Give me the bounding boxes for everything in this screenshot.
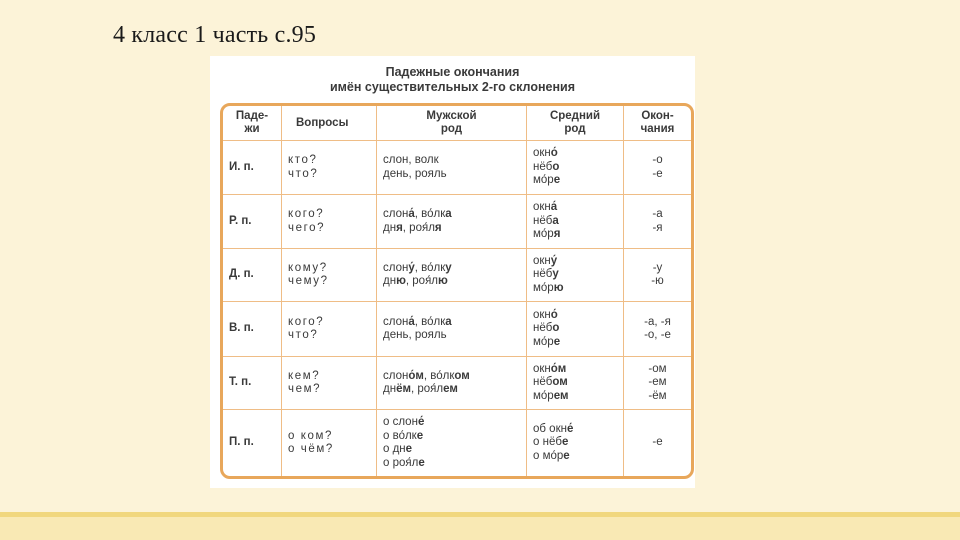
word-stem: , во́лк <box>414 208 446 220</box>
word-ending: е <box>418 456 425 469</box>
table-row <box>223 410 691 476</box>
word-ending: я <box>434 221 442 234</box>
case-cell: Р. п. <box>223 195 282 249</box>
word-line <box>533 161 617 175</box>
word-stem: , во́лк <box>414 261 446 274</box>
word-ending: я <box>396 221 403 234</box>
word-stem: мо́р <box>533 228 554 241</box>
table-row <box>223 195 691 249</box>
question-text: кого? <box>288 315 325 328</box>
question-text: кем? <box>288 369 321 382</box>
word-stem: мо́р <box>533 281 554 294</box>
word-stem: о мо́р <box>533 449 564 462</box>
word-ending: ю <box>553 281 564 294</box>
word-line <box>383 316 520 330</box>
endings-cell <box>624 141 691 195</box>
ending-text: -е <box>652 436 663 449</box>
word-stem: слон <box>383 369 409 382</box>
word-stem: мо́р <box>533 335 554 348</box>
table-row <box>223 302 691 357</box>
word-stem: нёб <box>533 160 553 173</box>
word-ending: о <box>552 160 560 173</box>
word-line <box>383 154 520 168</box>
slide-title: 4 класс 1 часть с.95 <box>113 22 317 48</box>
word-stem: , роя́л <box>405 275 439 287</box>
word-stem: нёб <box>533 214 553 227</box>
ending-text: -о <box>652 154 663 166</box>
question-text: что? <box>288 329 319 341</box>
masculine-cell <box>377 195 527 249</box>
word-stem: окн <box>533 254 551 267</box>
word-stem: нёб <box>533 376 553 389</box>
word-ending: е <box>553 174 561 187</box>
endings-cell <box>624 249 691 302</box>
word-line <box>533 268 617 282</box>
word-ending: ю <box>396 275 406 287</box>
case-cell: П. п. <box>223 410 282 476</box>
word-line <box>383 457 520 471</box>
word-stem: о во́лк <box>383 429 417 442</box>
word-line <box>533 376 617 390</box>
word-line <box>533 450 617 464</box>
header-questions: Вопросы <box>282 106 377 141</box>
neuter-cell <box>527 249 624 302</box>
caption-line-2: имён существительных 2-го склонения <box>329 80 575 94</box>
word-stem: мо́р <box>533 389 554 402</box>
caption-line-1: Падежные окончания <box>385 65 520 79</box>
word-stem: окн <box>533 362 551 375</box>
ending-text: -ем <box>648 376 667 389</box>
word-stem: волк <box>414 154 439 166</box>
word-stem: окн <box>533 308 551 321</box>
word-stem: о нёб <box>533 436 562 449</box>
masculine-cell <box>377 249 527 302</box>
header-neuter: Средний род <box>527 106 624 141</box>
word-stem: окн <box>533 201 551 214</box>
table-row <box>223 249 691 302</box>
word-line <box>383 262 520 276</box>
word-line <box>383 329 520 343</box>
word-line <box>533 201 617 215</box>
masculine-cell <box>377 357 527 410</box>
textbook-figure <box>210 56 695 488</box>
questions-cell <box>282 195 377 249</box>
word-ending: е́ <box>417 416 425 428</box>
word-stem: о роя́л <box>383 456 419 469</box>
neuter-cell <box>527 410 624 476</box>
word-ending: у́ <box>550 254 558 267</box>
word-line <box>383 370 520 384</box>
ending-text: -а, -я <box>644 315 671 328</box>
ending-text: -а <box>652 208 663 220</box>
question-text: что? <box>288 167 319 180</box>
word-ending: ом <box>552 376 568 389</box>
word-ending: а́ <box>408 208 415 220</box>
ending-text: -ём <box>648 389 667 402</box>
word-ending: у <box>445 261 452 274</box>
word-stem: дн <box>383 383 397 395</box>
word-ending: о́ <box>550 147 558 160</box>
word-line <box>533 336 617 350</box>
word-line <box>383 430 520 444</box>
word-line <box>533 309 617 323</box>
word-ending: о́ <box>550 308 558 321</box>
word-stem: , роя́л <box>402 221 435 234</box>
endings-cell <box>624 195 691 249</box>
word-line <box>533 255 617 269</box>
word-ending: а́ <box>408 315 415 328</box>
header-row <box>223 106 691 141</box>
questions-cell <box>282 302 377 357</box>
questions-cell <box>282 249 377 302</box>
question-text: кто? <box>288 154 318 166</box>
masculine-cell <box>377 302 527 357</box>
case-cell: Т. п. <box>223 357 282 410</box>
word-stem: слон, <box>383 154 415 166</box>
ending-text: -у <box>652 261 663 274</box>
questions-cell <box>282 141 377 195</box>
word-line <box>383 383 520 397</box>
word-line <box>533 436 617 450</box>
declension-table <box>220 103 694 479</box>
neuter-cell <box>527 302 624 357</box>
word-stem: нёб <box>533 322 553 335</box>
word-ending: ем <box>443 383 458 395</box>
question-text: чему? <box>288 275 329 287</box>
word-ending: ём <box>396 383 411 395</box>
word-line <box>533 363 617 377</box>
word-ending: е <box>405 443 413 455</box>
case-cell: В. п. <box>223 302 282 357</box>
word-ending: о́м <box>550 362 567 375</box>
word-line <box>383 443 520 457</box>
neuter-cell <box>527 141 624 195</box>
word-stem: дн <box>383 275 397 287</box>
word-stem: окн <box>533 147 551 160</box>
endings-cell <box>624 410 691 476</box>
word-ending: е́ <box>566 422 574 435</box>
word-stem: день, <box>383 167 415 180</box>
question-text: кого? <box>288 208 325 220</box>
word-stem: слон <box>383 208 409 220</box>
masculine-cell <box>377 141 527 195</box>
word-line <box>533 228 617 242</box>
word-ending: а <box>445 208 452 220</box>
ending-text: -ю <box>651 275 664 287</box>
ending-text: -е <box>652 167 663 180</box>
neuter-cell <box>527 195 624 249</box>
word-ending: е <box>563 449 570 462</box>
word-line <box>383 168 520 182</box>
word-line <box>383 222 520 236</box>
question-text: кому? <box>288 261 328 274</box>
word-ending: о <box>552 322 560 335</box>
word-stem: об окн <box>533 422 567 435</box>
word-stem: о дн <box>383 443 406 455</box>
ending-text: -я <box>652 221 663 234</box>
word-line <box>533 147 617 161</box>
case-cell: И. п. <box>223 141 282 195</box>
word-stem: мо́р <box>533 174 554 187</box>
word-line <box>533 322 617 336</box>
word-ending: ю <box>438 275 448 287</box>
ending-text: -о, -е <box>644 329 671 341</box>
word-line <box>533 215 617 229</box>
word-line <box>533 174 617 188</box>
endings-cell <box>624 357 691 410</box>
word-stem: , во́лк <box>414 315 446 328</box>
word-line <box>383 416 520 430</box>
word-stem: нёб <box>533 268 553 281</box>
questions-cell <box>282 357 377 410</box>
word-ending: е <box>416 429 424 442</box>
word-ending: а́ <box>550 201 558 214</box>
word-stem: , роя́л <box>410 383 444 395</box>
word-line <box>533 282 617 296</box>
word-line <box>533 423 617 437</box>
table-body <box>223 141 691 476</box>
word-ending: я <box>553 228 561 241</box>
table-row <box>223 357 691 410</box>
word-stem: слон <box>383 261 409 274</box>
masculine-cell <box>377 410 527 476</box>
word-stem: , во́лк <box>423 369 455 382</box>
word-ending: а <box>445 315 452 328</box>
questions-cell <box>282 410 377 476</box>
table-caption <box>210 65 695 95</box>
word-stem: дн <box>383 221 397 234</box>
word-line <box>533 390 617 404</box>
word-ending: ом <box>454 369 470 382</box>
word-ending: о́м <box>408 369 424 382</box>
header-masculine: Мужской род <box>377 106 527 141</box>
question-text: чем? <box>288 383 322 395</box>
word-stem: рояль <box>414 167 447 180</box>
word-ending: е <box>553 335 561 348</box>
word-ending: е <box>561 436 569 449</box>
header-endings: Окон- чания <box>624 106 691 141</box>
word-ending: у́ <box>408 261 415 274</box>
word-ending: ем <box>553 389 569 402</box>
word-line <box>383 275 520 289</box>
endings-cell <box>624 302 691 357</box>
word-ending: у <box>552 268 559 281</box>
word-stem: о слон <box>383 416 418 428</box>
table-row <box>223 141 691 195</box>
question-text: о чём? <box>288 443 334 455</box>
case-cell: Д. п. <box>223 249 282 302</box>
word-ending: а <box>552 214 559 227</box>
neuter-cell <box>527 357 624 410</box>
header-case: Паде- жи <box>223 106 282 141</box>
word-stem: слон <box>383 315 409 328</box>
word-line <box>383 208 520 222</box>
ending-text: -ом <box>648 362 667 375</box>
bottom-band <box>0 517 960 540</box>
question-text: чего? <box>288 221 326 234</box>
question-text: о ком? <box>288 429 334 442</box>
word-stem: день, рояль <box>383 329 447 341</box>
